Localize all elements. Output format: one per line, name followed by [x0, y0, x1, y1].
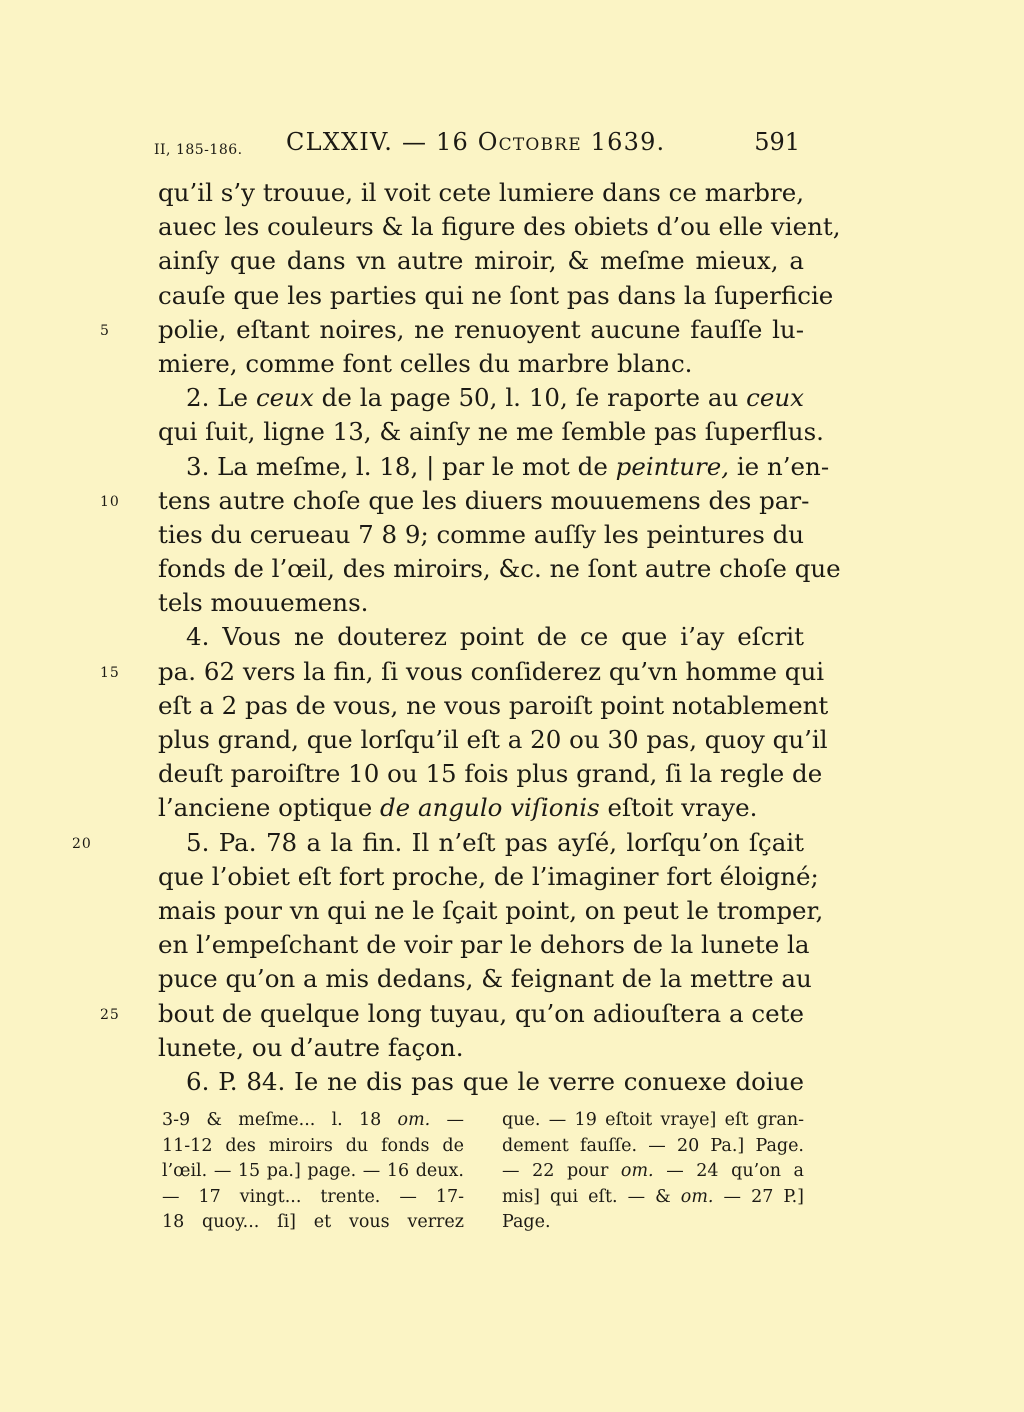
note-line: 11-12 des miroirs du fonds de [162, 1135, 464, 1156]
notes-right-column [502, 1108, 804, 1236]
text-line: mais pour vn qui ne le ſçait point, on peut le tromper, [158, 895, 824, 925]
text-line: 25 bout de quelque long tuyau, qu’on adiouſtera a cete [158, 997, 804, 1031]
text-line: deuſt paroiſtre 10 ou 15 fois plus grand, ſi la regle de [158, 759, 823, 789]
note-line: — 22 pour om. — 24 qu’on a [502, 1161, 804, 1181]
title-month: Octobre [477, 128, 582, 156]
note-line: que. — 19 eſtoit vraye] eſt gran- [502, 1110, 804, 1130]
text-line: miere, comme font celles du marbre blanc. [158, 348, 693, 378]
line-number: 15 [100, 664, 120, 681]
page-title [286, 128, 665, 156]
page-number: 591 [754, 128, 800, 156]
text-line: puce qu’on a mis dedans, & feignant de la mettre au [158, 964, 812, 994]
text-line: que l’obiet eſt fort proche, de l’imaginer fort éloigné; [158, 861, 819, 891]
text-line: fonds de l’œil, des miroirs, &c. ne ſont autre choſe que [158, 554, 841, 584]
text-line: 20 5. Pa. 78 a la fin. Il n’eſt pas ayſé, lorſqu’on ſçait [158, 826, 804, 860]
note-line: Page. [502, 1212, 551, 1232]
body-text [72, 176, 841, 1099]
running-head [154, 128, 800, 168]
note-line: 3-9 & meſme... l. 18 om. — [162, 1110, 464, 1130]
text-line: 5 polie, eſtant noires, ne renuoyent aucune fauſſe lu- [158, 313, 804, 347]
note-line: dement fauſſe. — 20 Pa.] Page. [502, 1135, 804, 1156]
line-number: 25 [100, 1006, 120, 1023]
note-line: mis] qui eſt. — & om. — 27 P.] [502, 1186, 805, 1207]
text-line: 6. P. 84. Ie ne dis pas que le verre conuexe doiue [186, 1066, 804, 1096]
text-line: qui ſuit, ligne 13, & ainſy ne me ſemble pas ſuperflus. [158, 417, 824, 447]
text-line: ties du cerueau 7 8 9; comme auſſy les peintures du [158, 519, 805, 549]
text-line: auec les couleurs & la figure des obiets d’ou elle vient, [158, 212, 841, 242]
note-line: 18 quoy... ſi] et vous verrez [162, 1212, 464, 1232]
line-number: 20 [72, 835, 92, 852]
text-line: 4. Vous ne douterez point de ce que i’ay eſcrit [186, 622, 804, 652]
text-line: plus grand, que lorſqu’il eſt a 20 ou 30 pas, quoy qu’il [158, 725, 828, 754]
text-line: l’anciene optique de angulo viſionis eſtoit vraye. [158, 793, 758, 823]
text-line: cauſe que les parties qui ne ſont pas dans la ſuperficie [158, 280, 834, 310]
text-line: 10 tens autre choſe que les diuers mouuemens des par- [158, 484, 804, 518]
text-line: 15 pa. 62 vers la fin, ſi vous conſiderez qu’vn homme qui [158, 655, 804, 689]
text-line: lunete, ou d’autre façon. [158, 1032, 464, 1062]
line-number: 5 [100, 322, 110, 339]
text-line: 3. La meſme, l. 18, | par le mot de peinture, ie n’en- [186, 451, 830, 481]
note-line: — 17 vingt... trente. — 17- [162, 1186, 464, 1207]
page-reference: II, 185-186. [154, 142, 243, 158]
text-line: qu’il s’y trouue, il voit cete lumiere dans ce marbre, [158, 178, 804, 207]
text-line: tels mouuemens. [158, 588, 369, 618]
text-line: 2. Le ceux de la page 50, l. 10, ſe raporte au ceux [186, 383, 804, 413]
title-year: 1639. [590, 128, 666, 156]
title-prefix: CLXXIV. — 16 [286, 128, 469, 156]
notes-left-column [162, 1108, 464, 1236]
text-line: eſt a 2 pas de vous, ne vous paroiſt point notablement [158, 690, 829, 720]
text-line: ainſy que dans vn autre miroir, & meſme mieux, a [158, 246, 804, 276]
text-line: en l’empeſchant de voir par le dehors de la lunete la [158, 930, 810, 960]
note-line: l’œil. — 15 pa.] page. — 16 deux. [162, 1161, 464, 1181]
line-number: 10 [100, 493, 120, 510]
